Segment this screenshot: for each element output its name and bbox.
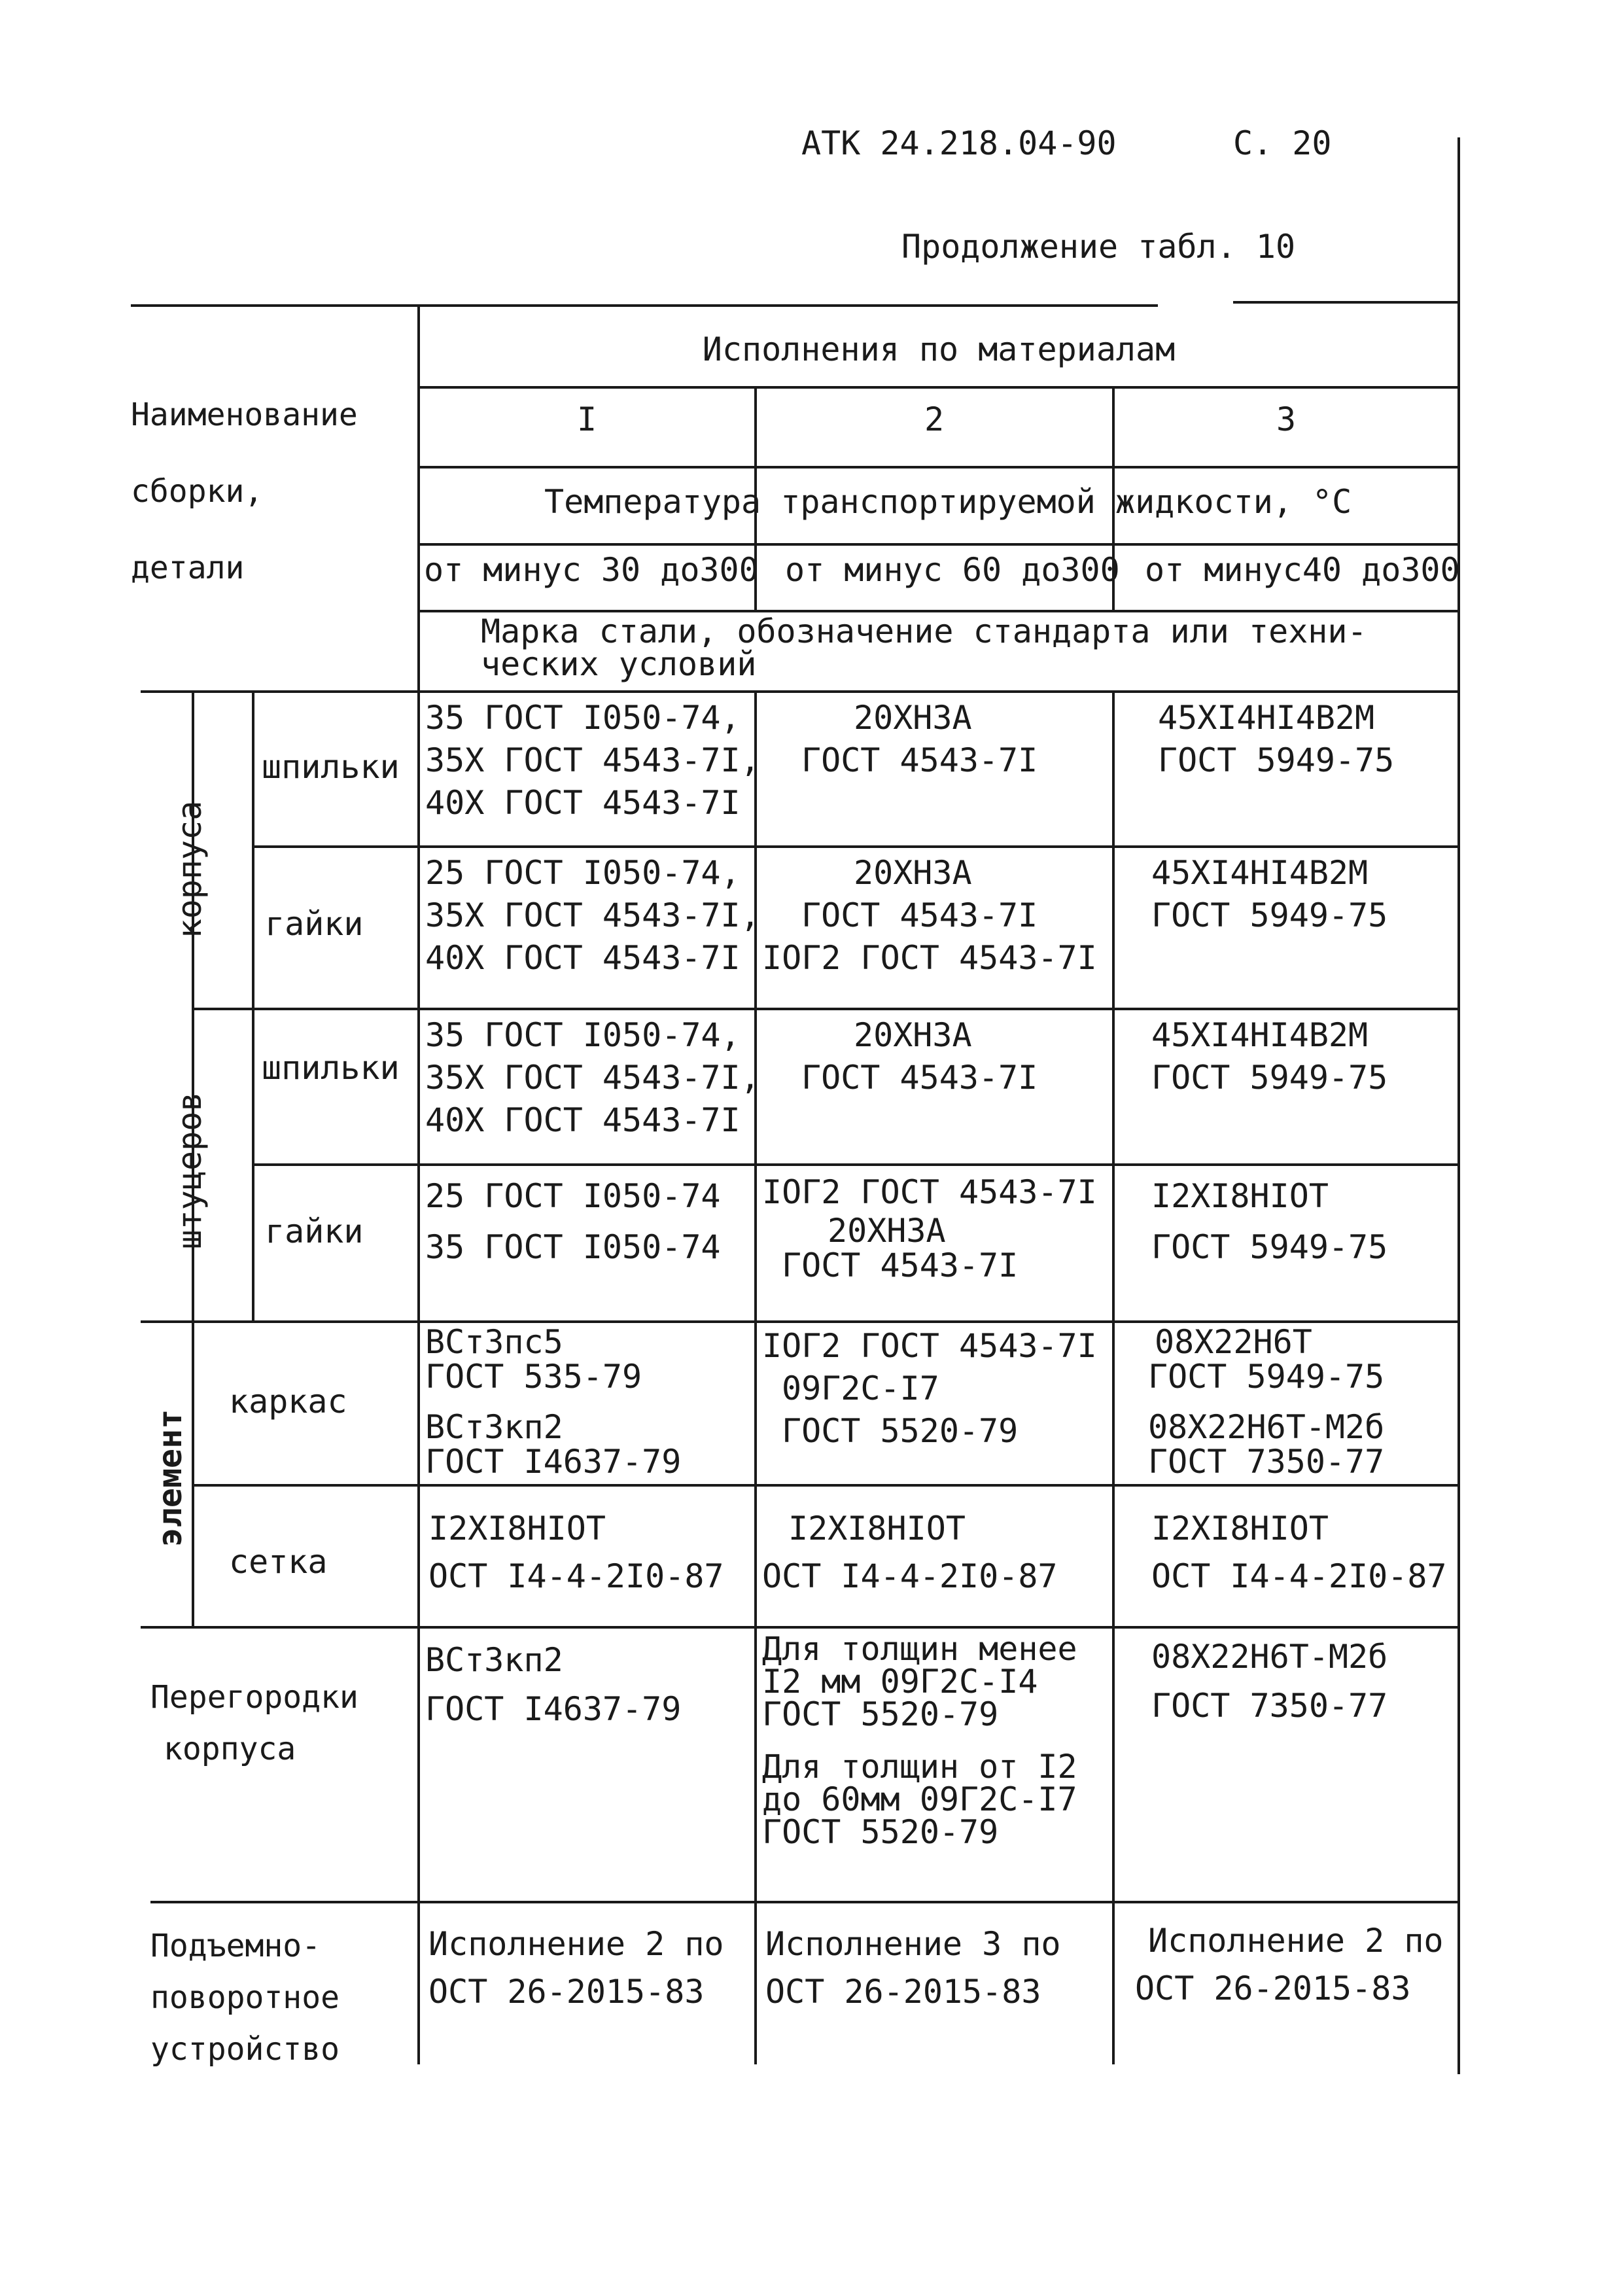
cell-line: Для толщин от I2 — [762, 1748, 1077, 1786]
cell-line: ГОСТ 4543-7I — [782, 1246, 1019, 1284]
name-header-line-1: Наименование — [131, 397, 358, 433]
cell-setka-3 — [1151, 1505, 1447, 1600]
page-number: С. 20 — [1233, 124, 1332, 162]
group-shtutserov: штуцеров — [171, 1091, 209, 1250]
cell-line: I2ХI8НIОТ — [788, 1510, 966, 1547]
cell-setka-2 — [762, 1505, 1058, 1600]
row-label-setka: сетка — [229, 1543, 328, 1581]
table-caption: Продолжение табл. 10 — [901, 228, 1296, 266]
temperature-header: Температура транспортируемой жидкости, °С — [544, 483, 1352, 521]
row-label-korpusa-shpilki: шпильки — [262, 748, 400, 786]
cell-peregorodki-1 — [425, 1636, 681, 1734]
cell-podemno-1 — [428, 1920, 724, 2015]
variant-1-header: I — [576, 400, 597, 438]
cell-korpusa-gaiki-1 — [425, 852, 760, 980]
name-header-line-2: сборки, — [131, 473, 264, 510]
cell-karkas-1 — [425, 1325, 681, 1479]
cell-line: Исполнение 2 по — [1148, 1922, 1444, 1960]
document-code: АТК 24.218.04-90 — [801, 124, 1117, 162]
steel-header-line-2: ческих условий — [481, 645, 757, 683]
steel-grade-header — [481, 612, 1367, 683]
cell-line: 20ХН3А — [854, 699, 972, 737]
cell-karkas-3 — [1148, 1325, 1384, 1479]
cell-line: ГОСТ I4637-79 — [425, 1690, 682, 1728]
cell-line: 25 ГОСТ I050-74, — [425, 854, 741, 892]
cell-line: ГОСТ 4543-7I — [801, 1059, 1038, 1097]
cell-line: ГОСТ 5520-79 — [762, 1695, 999, 1733]
name-column-header — [131, 389, 358, 595]
cell-podemno-3 — [1135, 1917, 1444, 2012]
cell-line: ГОСТ 5949-75 — [1148, 1357, 1385, 1396]
cell-line: 08Х22Н6Т — [1155, 1323, 1312, 1361]
cell-line: 45ХI4НI4В2М — [1151, 854, 1369, 892]
cell-line: ГОСТ 7350-77 — [1148, 1442, 1385, 1481]
range-3: от минус40 до300 — [1145, 551, 1460, 589]
cell-line: 08Х22Н6Т-М2б — [1151, 1638, 1388, 1676]
cell-line: 20ХН3А — [828, 1212, 946, 1250]
name-header-line-3: детали — [131, 550, 245, 587]
cell-line: ГОСТ 7350-77 — [1151, 1687, 1388, 1725]
cell-line: ГОСТ 5520-79 — [762, 1813, 999, 1851]
cell-line: Исполнение 3 по — [765, 1925, 1061, 1963]
cell-line: 35 ГОСТ I050-74, — [425, 1016, 741, 1054]
cell-line: Для толщин менее — [762, 1630, 1077, 1668]
row-label-karkas: каркас — [229, 1383, 347, 1421]
cell-line: ГОСТ 5520-79 — [782, 1412, 1019, 1450]
cell-line: 35 ГОСТ I050-74 — [425, 1227, 721, 1266]
cell-line: IОГ2 ГОСТ 4543-7I — [762, 1327, 1097, 1365]
cell-line: ВСт3кп2 — [425, 1408, 563, 1446]
range-2: от минус 60 до300 — [785, 551, 1120, 589]
cell-line: IОГ2 ГОСТ 4543-7I — [762, 1173, 1097, 1211]
cell-line: 35Х ГОСТ 4543-7I, — [425, 1059, 760, 1097]
cell-setka-1 — [428, 1505, 724, 1600]
variant-3-header: 3 — [1276, 400, 1297, 438]
cell-line: ГОСТ 5949-75 — [1151, 1227, 1388, 1266]
cell-line: ГОСТ 5949-75 — [1151, 1059, 1388, 1097]
cell-korpusa-shpilki-1 — [425, 697, 760, 824]
cell-shtutserov-shpilki-2 — [801, 1014, 1038, 1099]
cell-shtutserov-shpilki-1 — [425, 1014, 760, 1142]
cell-line: до 60мм 09Г2С-I7 — [762, 1780, 1077, 1818]
cell-shtutserov-shpilki-3 — [1151, 1014, 1387, 1099]
label-line: корпуса — [164, 1731, 296, 1768]
row-label-podemno — [150, 1920, 340, 2076]
cell-line: Исполнение 2 по — [428, 1925, 724, 1963]
cell-shtutserov-gaiki-1 — [425, 1171, 721, 1273]
cell-line: ОСТ I4-4-2I0-87 — [428, 1557, 724, 1595]
cell-podemno-2 — [765, 1920, 1061, 2015]
cell-line: ВСт3пс5 — [425, 1323, 563, 1361]
right-border — [1457, 137, 1460, 2074]
cell-line: 20ХН3А — [854, 854, 972, 892]
cell-shtutserov-gaiki-3 — [1151, 1171, 1387, 1273]
materials-header: Исполнения по материалам — [702, 330, 1176, 368]
cell-karkas-2 — [762, 1325, 1097, 1453]
cell-line: ОСТ 26-2015-83 — [428, 1972, 705, 2011]
cell-line: 09Г2С-I7 — [782, 1369, 939, 1407]
label-line: Подъемно- — [150, 1928, 321, 1964]
row-label-shtutserov-shpilki: шпильки — [262, 1049, 400, 1087]
cell-line: ГОСТ 535-79 — [425, 1357, 642, 1396]
cell-peregorodki-3 — [1151, 1633, 1387, 1731]
cell-line: 35 ГОСТ I050-74, — [425, 699, 741, 737]
cell-line: 20ХН3А — [854, 1016, 972, 1054]
cell-line: 45ХI4НI4В2М — [1151, 1016, 1369, 1054]
cell-shtutserov-gaiki-2 — [762, 1171, 1097, 1282]
cell-line: ОСТ 26-2015-83 — [1135, 1969, 1411, 2007]
cell-line: I2ХI8НIОТ — [1151, 1177, 1329, 1215]
cell-line: ОСТ I4-4-2I0-87 — [762, 1557, 1058, 1595]
cell-line: 40Х ГОСТ 4543-7I — [425, 784, 741, 822]
cell-peregorodki-2 — [762, 1630, 1077, 1851]
cell-line: 08Х22Н6Т-М2б — [1148, 1408, 1385, 1446]
label-line: поворотное — [150, 1979, 340, 2017]
group-element: элемент — [151, 1409, 189, 1547]
cell-line: ВСт3кп2 — [425, 1641, 563, 1679]
cell-korpusa-gaiki-2 — [762, 852, 1097, 980]
cell-line: 45ХI4НI4В2М — [1158, 699, 1375, 737]
cell-line: ОСТ 26-2015-83 — [765, 1972, 1041, 2011]
row-label-peregorodki — [150, 1672, 358, 1775]
cell-line: ГОСТ 5949-75 — [1151, 896, 1388, 934]
cell-line: I2ХI8НIОТ — [1151, 1510, 1329, 1547]
cell-line: ОСТ I4-4-2I0-87 — [1151, 1557, 1447, 1595]
cell-korpusa-gaiki-3 — [1151, 852, 1387, 937]
cell-line: ГОСТ 5949-75 — [1158, 741, 1395, 779]
cell-line: 35Х ГОСТ 4543-7I, — [425, 896, 760, 934]
label-line: устройство — [150, 2031, 340, 2068]
range-1: от минус 30 до300 — [424, 551, 759, 589]
variant-2-header: 2 — [924, 400, 945, 438]
cell-line: 40Х ГОСТ 4543-7I — [425, 939, 741, 977]
cell-line: IОГ2 ГОСТ 4543-7I — [762, 939, 1097, 977]
cell-line: I2 мм 09Г2С-I4 — [762, 1663, 1038, 1701]
label-line: Перегородки — [150, 1679, 358, 1716]
cell-line: 40Х ГОСТ 4543-7I — [425, 1101, 741, 1139]
cell-line: ГОСТ I4637-79 — [425, 1442, 682, 1481]
cell-line: 25 ГОСТ I050-74 — [425, 1177, 721, 1215]
cell-line: ГОСТ 4543-7I — [801, 741, 1038, 779]
steel-header-line-1: Марка стали, обозначение стандарта или техни- — [481, 612, 1367, 650]
cell-korpusa-shpilki-2 — [801, 697, 1038, 782]
cell-line: I2ХI8НIОТ — [428, 1510, 606, 1547]
cell-line: ГОСТ 4543-7I — [801, 896, 1038, 934]
cell-korpusa-shpilki-3 — [1158, 697, 1394, 782]
group-korpusa: корпуса — [171, 800, 209, 939]
cell-line: 35Х ГОСТ 4543-7I, — [425, 741, 760, 779]
row-label-shtutserov-gaiki: гайки — [265, 1212, 364, 1250]
row-label-korpusa-gaiki: гайки — [265, 905, 364, 943]
